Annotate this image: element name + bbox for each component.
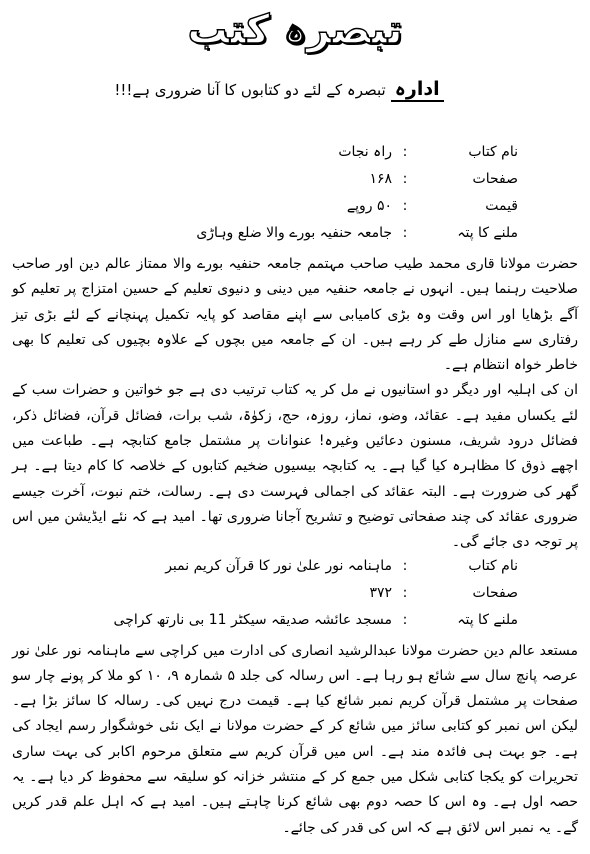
colon: :	[402, 611, 408, 628]
book2-row-address	[12, 612, 578, 639]
book2-row-pages	[12, 585, 578, 612]
title-area	[12, 0, 578, 62]
book1-row-price	[12, 198, 578, 225]
colon: :	[402, 225, 408, 241]
book1-pages-value: ۱۶۸	[369, 171, 392, 187]
book1-name-label: نام کتاب	[468, 144, 518, 160]
colon: :	[402, 584, 408, 601]
colon: :	[402, 144, 408, 160]
book1-pages-label: صفحات	[472, 171, 518, 187]
book1-paragraph-2: ان کی اہلیہ اور دیگر دو استانیوں نے مل کر یہ کتاب ترتیب دی ہے جو خواتین و حضرات سب کے لئے یکساں مفید ہے۔ عقائد، وضو، نماز، روزہ، حج، زکوٰۃ، شب برات، فضائل قرآن، فضائل ذکر، فضائل درود شریف، مسنون دعائیں وغیرہ! عنوانات پر مشتمل جامع کتابچہ ہے۔ طباعت میں اچھے ذوق کا مظاہرہ کیا گیا ہے۔ یہ کتابچہ بیسیوں ضخیم کتابوں کے خلاصہ کا کام دیتا ہے۔ ہر گھر کی ضرورت ہے۔ البتہ عقائد کی اجمالی فہرست دی ہے۔ رسالت، ختم نبوت، آخرت جیسے ضروری عقائد کی چند صفحاتی توضیح و تشریح آجانا ضروری تھا۔ امید ہے کہ نئے ایڈیشن میں اس پر توجہ دی جائے گی۔	[12, 382, 578, 551]
book2-row-name	[12, 558, 578, 585]
colon: :	[402, 198, 408, 214]
department-label: ادارہ	[391, 78, 444, 102]
page-title: تبصرہ کتب	[187, 7, 403, 53]
book1-row-name	[12, 144, 578, 171]
book1-address-value: جامعہ حنفیہ بورے والا ضلع وہاڑی	[196, 225, 392, 241]
subtitle-line	[12, 74, 578, 104]
colon: :	[402, 171, 408, 187]
book1-info	[12, 144, 578, 252]
book2-name-value: ماہنامہ نور علیٰ نور کا قرآن کریم نمبر	[165, 557, 392, 574]
book2-pages-value: ۳۷۲	[369, 584, 392, 601]
book2-pages-label: صفحات	[472, 584, 518, 601]
book1-address-label: ملنے کا پتہ	[457, 225, 518, 241]
colon: :	[402, 557, 408, 574]
book2-info	[12, 558, 578, 639]
book1-row-address	[12, 225, 578, 252]
book1-row-pages	[12, 171, 578, 198]
book2-address-label: ملنے کا پتہ	[457, 611, 518, 628]
book2-paragraph-1: مستعد عالم دین حضرت مولانا عبدالرشید انصاری کی ادارت میں کراچی سے ماہنامہ نور علیٰ نور عرصہ پانچ سال سے شائع ہو رہا ہے۔ اس رسالہ کی جلد ۵ شمارہ ۹، ۱۰ کو ملا کر پونے چار سو صفحات پر مشتمل قرآن کریم نمبر شائع کیا ہے۔ قیمت درج نہیں کی۔ رسالہ کا سائز بڑا ہے۔ لیکن اس نمبر کو کتابی سائز میں شائع کر کے حضرت مولانا نے ایک نئی خوشگوار رسم ایجاد کی ہے۔ جو بہت ہی فائدہ مند ہے۔ اس میں قرآن کریم سے متعلق مرحوم اکابر کی بہت ساری تحریرات کو یکجا کتابی شکل میں جمع کر کے منتشر خزانہ کو سلیقہ سے محفوظ کر دیا ہے۔ یہ حصہ اول ہے۔ وہ اس کا حصہ دوم بھی شائع کرنا چاہتے ہیں۔ امید ہے کہ اہل علم قدر کریں گے۔ یہ نمبر اس لائق ہے کہ اس کی قدر کی جائے۔	[12, 642, 578, 836]
book2-name-label: نام کتاب	[468, 557, 518, 574]
book1-price-value: ۵۰ روپے	[346, 198, 392, 214]
book1-price-label: قیمت	[485, 198, 518, 214]
book1-paragraph-1: حضرت مولانا قاری محمد طیب صاحب مہتمم جامعہ حنفیہ بورے والا ممتاز عالم دین اور صاحب صلاحیت رہنما ہیں۔ انہوں نے جامعہ حنفیہ میں دینی و دنیوی تعلیم کے حسین امتزاج پر تعلیم کو آگے بڑھایا اور اس وقت وہ بڑی کامیابی سے اپنے مقاصد کو پایہ تکمیل پہنچانے کے لئے بڑی تیز رفتاری سے منازل طے کر رہے ہیں۔ ان کے جامعہ میں بچوں کے علاوہ بچیوں کی تعلیم کا بھی خاطر خواہ انتظام ہے۔	[12, 256, 578, 374]
book2-address-value: مسجد عائشہ صدیقہ سیکٹر 11 بی نارتھ کراچی	[113, 611, 392, 628]
subtitle-note: تبصرہ کے لئے دو کتابوں کا آنا ضروری ہے!!!	[114, 81, 386, 99]
book1-name-value: راہ نجات	[338, 144, 392, 160]
